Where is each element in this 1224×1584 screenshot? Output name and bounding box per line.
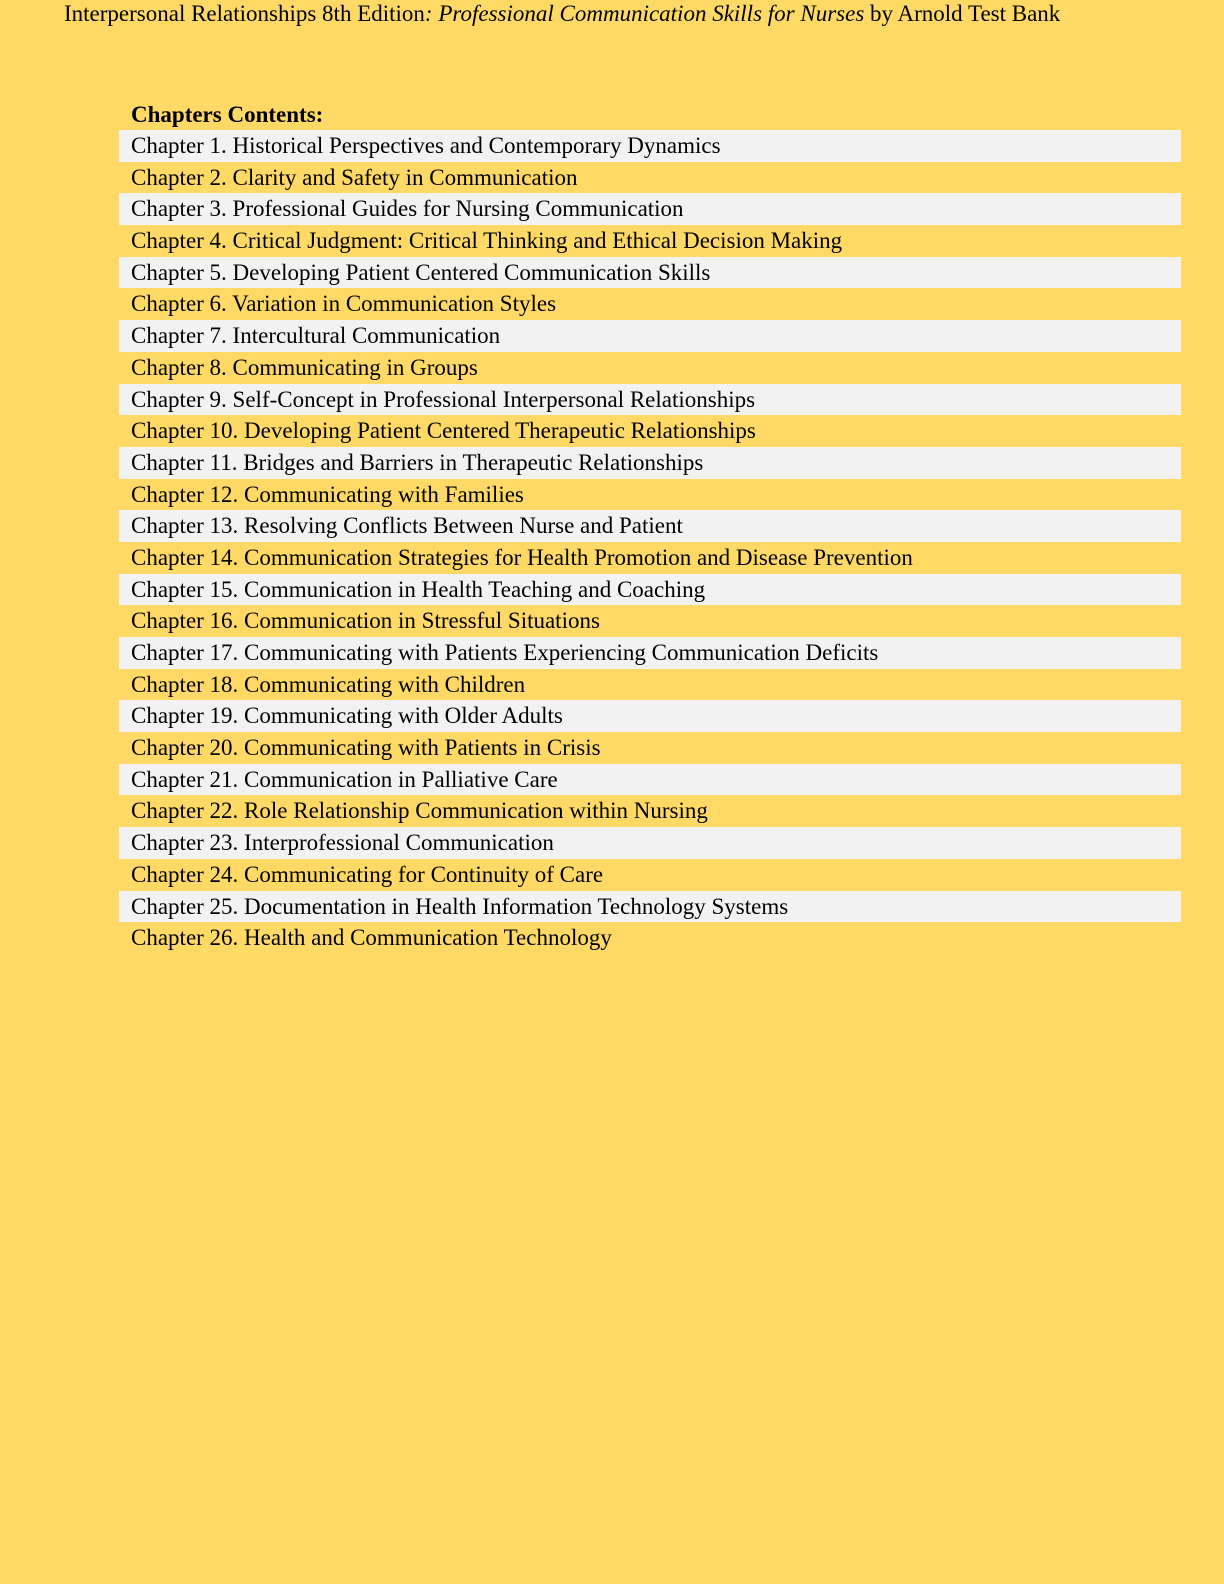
- chapters-contents: [119, 99, 1181, 954]
- chapter-item: Chapter 17. Communicating with Patients Experiencing Communication Deficits: [119, 637, 1181, 669]
- chapter-item: Chapter 22. Role Relationship Communication within Nursing: [131, 798, 708, 824]
- chapter-item: Chapter 8. Communicating in Groups: [131, 354, 478, 380]
- chapter-item: Chapter 7. Intercultural Communication: [119, 320, 1181, 352]
- chapter-item: Chapter 5. Developing Patient Centered Communication Skills: [119, 257, 1181, 289]
- contents-heading: Chapters Contents:: [131, 102, 324, 127]
- page-header: [64, 0, 1204, 28]
- chapter-item: Chapter 9. Self-Concept in Professional Interpersonal Relationships: [119, 384, 1181, 416]
- chapter-item: Chapter 2. Clarity and Safety in Communication: [131, 164, 578, 190]
- chapter-item: Chapter 4. Critical Judgment: Critical Thinking and Ethical Decision Making: [131, 228, 843, 254]
- chapter-item: Chapter 23. Interprofessional Communication: [119, 827, 1181, 859]
- chapter-item: Chapter 24. Communicating for Continuity of Care: [131, 861, 604, 887]
- chapter-item: Chapter 25. Documentation in Health Information Technology Systems: [119, 891, 1181, 923]
- chapter-item: Chapter 13. Resolving Conflicts Between Nurse and Patient: [119, 510, 1181, 542]
- header-title-italic: : Professional Communication Skills for Nurses: [424, 1, 865, 26]
- chapter-item: Chapter 26. Health and Communication Technology: [131, 925, 612, 951]
- chapter-item: Chapter 15. Communication in Health Teaching and Coaching: [119, 574, 1181, 606]
- chapter-item: Chapter 10. Developing Patient Centered Therapeutic Relationships: [131, 418, 756, 444]
- header-title-part2: by Arnold Test Bank: [864, 1, 1061, 26]
- chapter-item: Chapter 12. Communicating with Families: [131, 481, 524, 507]
- chapter-item: Chapter 18. Communicating with Children: [131, 671, 526, 697]
- chapter-list: [119, 130, 1181, 954]
- chapter-item: Chapter 11. Bridges and Barriers in Therapeutic Relationships: [119, 447, 1181, 479]
- chapter-item: Chapter 1. Historical Perspectives and Contemporary Dynamics: [119, 130, 1181, 162]
- chapter-item: Chapter 6. Variation in Communication Styles: [131, 291, 557, 317]
- header-title-part1: Interpersonal Relationships 8th Edition: [64, 1, 425, 26]
- chapter-item: Chapter 16. Communication in Stressful Situations: [131, 608, 600, 634]
- chapter-item: Chapter 3. Professional Guides for Nursing Communication: [119, 193, 1181, 225]
- chapter-item: Chapter 19. Communicating with Older Adults: [119, 700, 1181, 732]
- chapter-item: Chapter 14. Communication Strategies for Health Promotion and Disease Prevention: [131, 544, 913, 570]
- chapter-item: Chapter 20. Communicating with Patients in Crisis: [131, 735, 601, 761]
- chapter-item: Chapter 21. Communication in Palliative Care: [119, 764, 1181, 796]
